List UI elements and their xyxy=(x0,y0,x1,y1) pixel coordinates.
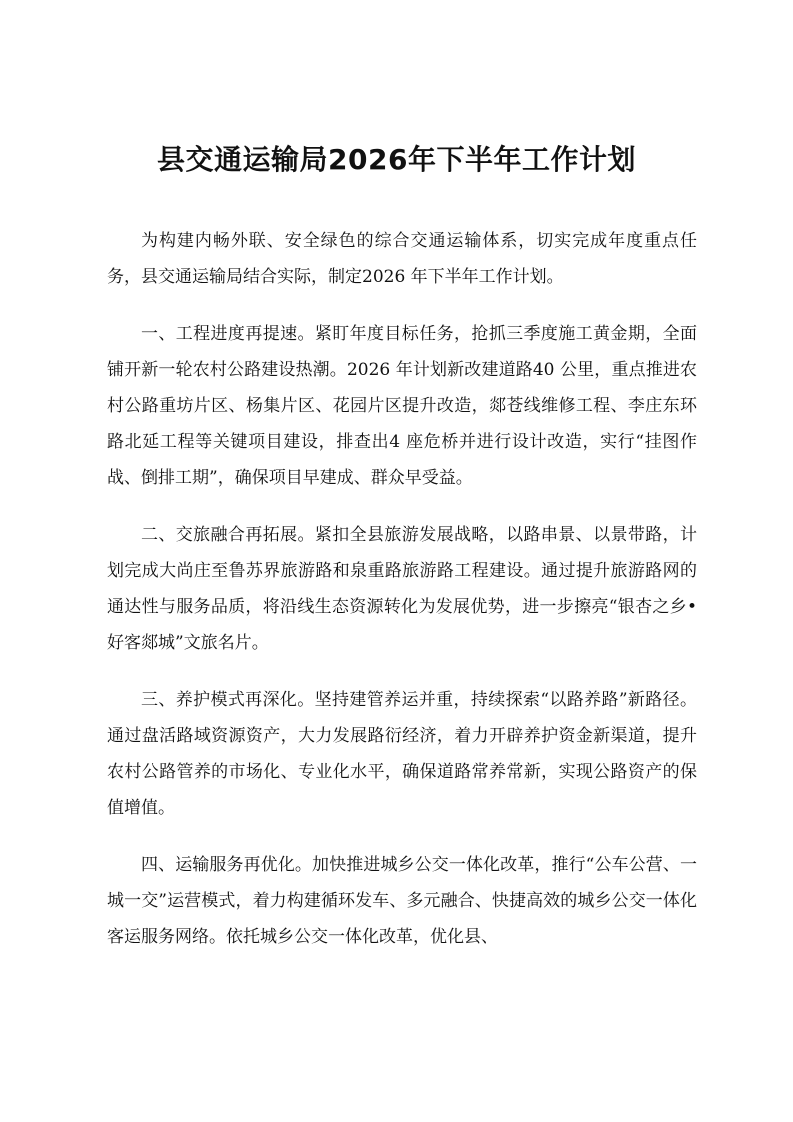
paragraph-intro: 为构建内畅外联、安全绿色的综合交通运输体系，切实完成年度重点任务，县交通运输局结合实际，制定2026 年下半年工作计划。 xyxy=(107,231,697,287)
paragraph-section-2: 二、交旅融合再拓展。紧扣全县旅游发展战略，以路串景、以景带路，计划完成大尚庄至鲁苏界旅游路和泉重路旅游路工程建设。通过提升旅游路网的通达性与服务品质，将沿线生态资源转化为发展优势，进一步擦亮“银杏之乡•好客郯城”文旅名片。 xyxy=(107,525,697,653)
paragraph-section-4: 四、运输服务再优化。加快推进城乡公交一体化改革，推行“公车公营、一城一交”运营模式，着力构建循环发车、多元融合、快捷高效的城乡公交一体化客运服务网络。依托城乡公交一体化改革，优化县、 xyxy=(107,855,697,947)
paragraph-section-3: 三、养护模式再深化。坚持建管养运并重，持续探索“以路养路”新路径。通过盘活路域资源资产，大力发展路衍经济，着力开辟养护资金新渠道，提升农村公路管养的市场化、专业化水平，确保道路常养常新，实现公路资产的保值增值。 xyxy=(107,690,697,818)
paragraph-section-1: 一、工程进度再提速。紧盯年度目标任务，抢抓三季度施工黄金期，全面铺开新一轮农村公路建设热潮。2026 年计划新改建道路40 公里，重点推进农村公路重坊片区、杨集片区、花园片区提升改造，郯苍线维修工程、李庄东环路北延工程等关键项目建设，排查出4 座危桥并进行设计改造，实行“挂图作战、倒排工期”，确保项目早建成、群众早受益。 xyxy=(107,324,697,488)
document-body xyxy=(107,223,697,976)
page-title: 县交通运输局2026年下半年工作计划 xyxy=(157,143,636,176)
